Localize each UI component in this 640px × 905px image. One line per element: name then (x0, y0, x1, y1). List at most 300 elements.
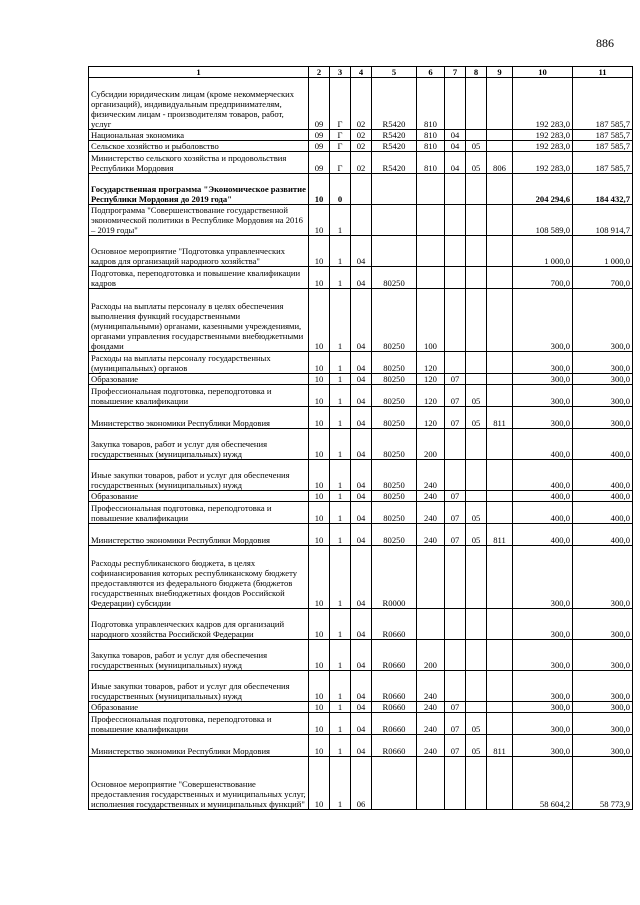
code-subsection (466, 491, 487, 502)
amount-year-1: 400,0 (513, 502, 573, 524)
code-program: 10 (309, 640, 330, 671)
code-event: 04 (351, 524, 372, 546)
code-ministry (487, 174, 513, 205)
amount-year-2: 400,0 (573, 502, 633, 524)
code-subsection (466, 702, 487, 713)
column-header: 9 (487, 67, 513, 78)
amount-year-2: 1 000,0 (573, 236, 633, 267)
code-subprogram: Г (330, 78, 351, 130)
row-name: Образование (89, 702, 309, 713)
table-row (89, 713, 633, 735)
code-direction (372, 205, 417, 236)
code-expense-type: 240 (417, 491, 445, 502)
code-expense-type: 240 (417, 524, 445, 546)
table-row (89, 502, 633, 524)
code-event: 04 (351, 713, 372, 735)
amount-year-1: 300,0 (513, 546, 573, 609)
column-header: 3 (330, 67, 351, 78)
amount-year-2: 300,0 (573, 640, 633, 671)
code-ministry: 811 (487, 735, 513, 757)
code-direction: 80250 (372, 491, 417, 502)
code-subsection (466, 205, 487, 236)
table-row (89, 640, 633, 671)
row-name: Подготовка, переподготовка и повышение квалификации кадров (89, 267, 309, 289)
code-section (445, 546, 466, 609)
code-program: 10 (309, 352, 330, 374)
code-ministry (487, 757, 513, 810)
code-event: 04 (351, 491, 372, 502)
table-row (89, 491, 633, 502)
column-header: 7 (445, 67, 466, 78)
table-header-row (89, 67, 633, 78)
code-direction: R0660 (372, 735, 417, 757)
code-program: 10 (309, 546, 330, 609)
code-ministry (487, 78, 513, 130)
row-name: Сельское хозяйство и рыболовство (89, 141, 309, 152)
code-subsection: 05 (466, 385, 487, 407)
row-name: Министерство экономики Республики Мордовия (89, 524, 309, 546)
code-section: 07 (445, 374, 466, 385)
code-event: 04 (351, 236, 372, 267)
table-row (89, 385, 633, 407)
code-section (445, 78, 466, 130)
table-row (89, 205, 633, 236)
table-row (89, 352, 633, 374)
code-ministry (487, 352, 513, 374)
code-event: 04 (351, 546, 372, 609)
code-event: 04 (351, 671, 372, 702)
code-ministry: 811 (487, 524, 513, 546)
code-expense-type: 810 (417, 152, 445, 174)
amount-year-1: 58 604,2 (513, 757, 573, 810)
code-program: 10 (309, 609, 330, 640)
code-subprogram: 1 (330, 289, 351, 352)
code-program: 09 (309, 78, 330, 130)
code-section: 07 (445, 407, 466, 429)
table-row (89, 289, 633, 352)
code-subprogram: 1 (330, 236, 351, 267)
table-row (89, 236, 633, 267)
code-subprogram: 1 (330, 609, 351, 640)
code-ministry (487, 205, 513, 236)
amount-year-2: 400,0 (573, 491, 633, 502)
code-subsection (466, 609, 487, 640)
code-event: 02 (351, 130, 372, 141)
code-expense-type (417, 205, 445, 236)
code-subsection (466, 130, 487, 141)
amount-year-1: 192 283,0 (513, 152, 573, 174)
code-ministry (487, 671, 513, 702)
code-ministry (487, 289, 513, 352)
amount-year-1: 400,0 (513, 460, 573, 491)
code-subsection: 05 (466, 152, 487, 174)
code-subsection: 05 (466, 524, 487, 546)
code-subsection (466, 671, 487, 702)
amount-year-1: 700,0 (513, 267, 573, 289)
code-direction (372, 236, 417, 267)
code-subsection (466, 236, 487, 267)
code-direction: R0660 (372, 640, 417, 671)
code-direction: 80250 (372, 460, 417, 491)
amount-year-1: 192 283,0 (513, 130, 573, 141)
row-name: Закупка товаров, работ и услуг для обеспечения государственных (муниципальных) нужд (89, 640, 309, 671)
amount-year-2: 400,0 (573, 460, 633, 491)
amount-year-2: 184 432,7 (573, 174, 633, 205)
code-subprogram: 1 (330, 546, 351, 609)
amount-year-1: 204 294,6 (513, 174, 573, 205)
amount-year-2: 300,0 (573, 702, 633, 713)
code-event: 04 (351, 460, 372, 491)
code-expense-type: 100 (417, 289, 445, 352)
code-section: 07 (445, 385, 466, 407)
amount-year-1: 300,0 (513, 374, 573, 385)
amount-year-2: 400,0 (573, 524, 633, 546)
code-direction: R0000 (372, 546, 417, 609)
row-name: Государственная программа "Экономическое развитие Республики Мордовия до 2019 года" (89, 174, 309, 205)
code-ministry (487, 609, 513, 640)
amount-year-1: 400,0 (513, 491, 573, 502)
code-section (445, 429, 466, 460)
amount-year-1: 400,0 (513, 524, 573, 546)
code-subprogram: 1 (330, 429, 351, 460)
code-direction: R0660 (372, 702, 417, 713)
code-expense-type: 240 (417, 671, 445, 702)
code-subsection (466, 174, 487, 205)
code-expense-type: 200 (417, 429, 445, 460)
amount-year-2: 300,0 (573, 735, 633, 757)
code-direction: 80250 (372, 429, 417, 460)
code-direction: 80250 (372, 407, 417, 429)
row-name: Национальная экономика (89, 130, 309, 141)
code-program: 10 (309, 385, 330, 407)
code-subprogram: 1 (330, 671, 351, 702)
row-name: Иные закупки товаров, работ и услуг для обеспечения государственных (муниципальных) нужд (89, 671, 309, 702)
code-event: 04 (351, 702, 372, 713)
code-event: 04 (351, 609, 372, 640)
amount-year-2: 300,0 (573, 546, 633, 609)
code-program: 10 (309, 671, 330, 702)
code-subprogram: 1 (330, 407, 351, 429)
code-section: 04 (445, 152, 466, 174)
code-event: 02 (351, 78, 372, 130)
code-subprogram: 1 (330, 502, 351, 524)
code-subsection (466, 460, 487, 491)
code-expense-type (417, 546, 445, 609)
code-section: 07 (445, 491, 466, 502)
amount-year-2: 300,0 (573, 407, 633, 429)
amount-year-1: 300,0 (513, 702, 573, 713)
row-name: Образование (89, 491, 309, 502)
code-ministry (487, 502, 513, 524)
code-program: 10 (309, 429, 330, 460)
amount-year-1: 300,0 (513, 671, 573, 702)
table-row (89, 735, 633, 757)
table-body (89, 78, 633, 810)
code-event: 04 (351, 407, 372, 429)
code-subprogram: 1 (330, 640, 351, 671)
table-row (89, 407, 633, 429)
code-direction (372, 757, 417, 810)
table-row (89, 546, 633, 609)
code-direction: 80250 (372, 385, 417, 407)
table-row (89, 152, 633, 174)
amount-year-2: 187 585,7 (573, 141, 633, 152)
amount-year-1: 192 283,0 (513, 141, 573, 152)
amount-year-1: 300,0 (513, 735, 573, 757)
code-ministry (487, 491, 513, 502)
amount-year-1: 300,0 (513, 289, 573, 352)
code-program: 10 (309, 702, 330, 713)
code-subprogram: 1 (330, 491, 351, 502)
code-program: 10 (309, 757, 330, 810)
row-name: Образование (89, 374, 309, 385)
code-ministry (487, 546, 513, 609)
code-section (445, 640, 466, 671)
row-name: Основное мероприятие "Совершенствование предоставления государственных и муниципальных услуг, исполнения государственных и муниципальных функций" (89, 757, 309, 810)
code-expense-type: 810 (417, 130, 445, 141)
code-subsection (466, 374, 487, 385)
code-ministry (487, 236, 513, 267)
code-program: 09 (309, 130, 330, 141)
code-subsection (466, 289, 487, 352)
amount-year-1: 108 589,0 (513, 205, 573, 236)
code-direction: R5420 (372, 152, 417, 174)
code-event: 04 (351, 735, 372, 757)
table-row (89, 524, 633, 546)
table-row (89, 141, 633, 152)
code-ministry: 811 (487, 407, 513, 429)
row-name: Иные закупки товаров, работ и услуг для обеспечения государственных (муниципальных) нужд (89, 460, 309, 491)
code-program: 10 (309, 174, 330, 205)
amount-year-1: 300,0 (513, 352, 573, 374)
code-event (351, 205, 372, 236)
amount-year-1: 1 000,0 (513, 236, 573, 267)
table-row (89, 702, 633, 713)
amount-year-2: 187 585,7 (573, 130, 633, 141)
row-name: Профессиональная подготовка, переподготовка и повышение квалификации (89, 502, 309, 524)
code-event (351, 174, 372, 205)
code-expense-type: 240 (417, 713, 445, 735)
code-expense-type: 810 (417, 78, 445, 130)
code-section (445, 174, 466, 205)
column-header: 5 (372, 67, 417, 78)
code-subprogram: 1 (330, 524, 351, 546)
code-section: 07 (445, 713, 466, 735)
code-ministry: 806 (487, 152, 513, 174)
table-row (89, 374, 633, 385)
amount-year-2: 700,0 (573, 267, 633, 289)
row-name: Закупка товаров, работ и услуг для обеспечения государственных (муниципальных) нужд (89, 429, 309, 460)
code-section (445, 267, 466, 289)
code-direction: R0660 (372, 609, 417, 640)
code-section (445, 609, 466, 640)
table-row (89, 78, 633, 130)
page-number: 886 (596, 36, 614, 50)
code-subprogram: 1 (330, 460, 351, 491)
code-event: 04 (351, 352, 372, 374)
code-section: 07 (445, 702, 466, 713)
code-expense-type: 120 (417, 352, 445, 374)
code-ministry (487, 429, 513, 460)
amount-year-2: 300,0 (573, 352, 633, 374)
amount-year-2: 300,0 (573, 609, 633, 640)
code-event: 04 (351, 640, 372, 671)
row-name: Профессиональная подготовка, переподготовка и повышение квалификации (89, 385, 309, 407)
code-section (445, 352, 466, 374)
code-event: 04 (351, 374, 372, 385)
code-event: 02 (351, 152, 372, 174)
code-subsection (466, 267, 487, 289)
code-subprogram: 1 (330, 385, 351, 407)
code-ministry (487, 267, 513, 289)
code-subprogram: 1 (330, 702, 351, 713)
amount-year-1: 192 283,0 (513, 78, 573, 130)
code-program: 10 (309, 502, 330, 524)
code-direction: 80250 (372, 267, 417, 289)
code-program: 10 (309, 374, 330, 385)
code-expense-type: 120 (417, 407, 445, 429)
row-name: Подпрограмма "Совершенствование государственной экономической политики в Республике Мордовия на 2016 – 2019 годы" (89, 205, 309, 236)
code-section: 04 (445, 141, 466, 152)
code-direction: 80250 (372, 289, 417, 352)
code-program: 10 (309, 236, 330, 267)
code-expense-type: 240 (417, 702, 445, 713)
code-program: 10 (309, 524, 330, 546)
row-name: Расходы на выплаты персоналу государственных (муниципальных) органов (89, 352, 309, 374)
code-ministry (487, 640, 513, 671)
code-expense-type: 810 (417, 141, 445, 152)
code-direction: 80250 (372, 502, 417, 524)
code-section (445, 757, 466, 810)
code-section: 07 (445, 524, 466, 546)
code-subsection (466, 78, 487, 130)
amount-year-1: 300,0 (513, 713, 573, 735)
code-program: 10 (309, 267, 330, 289)
row-name: Основное мероприятие "Подготовка управленческих кадров для организаций народного хозяйства" (89, 236, 309, 267)
code-subsection (466, 757, 487, 810)
code-expense-type: 240 (417, 502, 445, 524)
code-expense-type: 240 (417, 735, 445, 757)
code-program: 10 (309, 407, 330, 429)
code-subsection (466, 429, 487, 460)
code-expense-type: 200 (417, 640, 445, 671)
code-event: 04 (351, 502, 372, 524)
code-direction: 80250 (372, 352, 417, 374)
code-program: 10 (309, 713, 330, 735)
budget-table (88, 66, 633, 810)
column-header: 1 (89, 67, 309, 78)
code-subsection: 05 (466, 502, 487, 524)
code-program: 10 (309, 491, 330, 502)
code-subprogram: Г (330, 152, 351, 174)
code-ministry (487, 702, 513, 713)
amount-year-2: 108 914,7 (573, 205, 633, 236)
code-direction: 80250 (372, 524, 417, 546)
code-expense-type (417, 236, 445, 267)
code-subprogram: 1 (330, 735, 351, 757)
code-section (445, 671, 466, 702)
code-subsection: 05 (466, 713, 487, 735)
amount-year-1: 300,0 (513, 407, 573, 429)
row-name: Субсидии юридическим лицам (кроме некоммерческих организаций), индивидуальным предпринимателям, физическим лицам - производителям товаров, работ, услуг (89, 78, 309, 130)
code-subprogram: 1 (330, 205, 351, 236)
amount-year-2: 300,0 (573, 385, 633, 407)
amount-year-1: 300,0 (513, 640, 573, 671)
table-row (89, 429, 633, 460)
code-expense-type (417, 267, 445, 289)
code-event: 04 (351, 267, 372, 289)
code-ministry (487, 141, 513, 152)
row-name: Профессиональная подготовка, переподготовка и повышение квалификации (89, 713, 309, 735)
column-header: 6 (417, 67, 445, 78)
column-header: 4 (351, 67, 372, 78)
code-ministry (487, 713, 513, 735)
amount-year-2: 300,0 (573, 289, 633, 352)
column-header: 8 (466, 67, 487, 78)
code-event: 04 (351, 385, 372, 407)
code-subprogram: 1 (330, 713, 351, 735)
code-subsection (466, 546, 487, 609)
row-name: Министерство экономики Республики Мордовия (89, 407, 309, 429)
column-header: 11 (573, 67, 633, 78)
table-row (89, 609, 633, 640)
amount-year-2: 300,0 (573, 713, 633, 735)
code-direction: R5420 (372, 78, 417, 130)
code-expense-type: 120 (417, 385, 445, 407)
code-event: 04 (351, 429, 372, 460)
code-direction: R5420 (372, 141, 417, 152)
code-subprogram: 1 (330, 267, 351, 289)
code-section (445, 236, 466, 267)
code-program: 09 (309, 141, 330, 152)
table-row (89, 460, 633, 491)
code-subprogram: Г (330, 141, 351, 152)
code-expense-type: 240 (417, 460, 445, 491)
code-event: 02 (351, 141, 372, 152)
code-section (445, 460, 466, 491)
amount-year-2: 300,0 (573, 374, 633, 385)
table-row (89, 130, 633, 141)
code-subsection: 05 (466, 407, 487, 429)
code-section: 07 (445, 502, 466, 524)
code-direction (372, 174, 417, 205)
code-ministry (487, 460, 513, 491)
code-ministry (487, 385, 513, 407)
code-direction: R0660 (372, 671, 417, 702)
code-expense-type (417, 174, 445, 205)
code-program: 10 (309, 735, 330, 757)
amount-year-1: 300,0 (513, 385, 573, 407)
amount-year-2: 187 585,7 (573, 78, 633, 130)
amount-year-2: 58 773,9 (573, 757, 633, 810)
code-section: 04 (445, 130, 466, 141)
code-subprogram: 0 (330, 174, 351, 205)
code-program: 10 (309, 460, 330, 491)
code-subprogram: Г (330, 130, 351, 141)
code-program: 09 (309, 152, 330, 174)
code-event: 06 (351, 757, 372, 810)
code-section: 07 (445, 735, 466, 757)
amount-year-2: 400,0 (573, 429, 633, 460)
code-program: 10 (309, 289, 330, 352)
table-row (89, 757, 633, 810)
row-name: Министерство экономики Республики Мордовия (89, 735, 309, 757)
code-ministry (487, 374, 513, 385)
code-direction: 80250 (372, 374, 417, 385)
code-subprogram: 1 (330, 757, 351, 810)
table-row (89, 174, 633, 205)
amount-year-2: 300,0 (573, 671, 633, 702)
